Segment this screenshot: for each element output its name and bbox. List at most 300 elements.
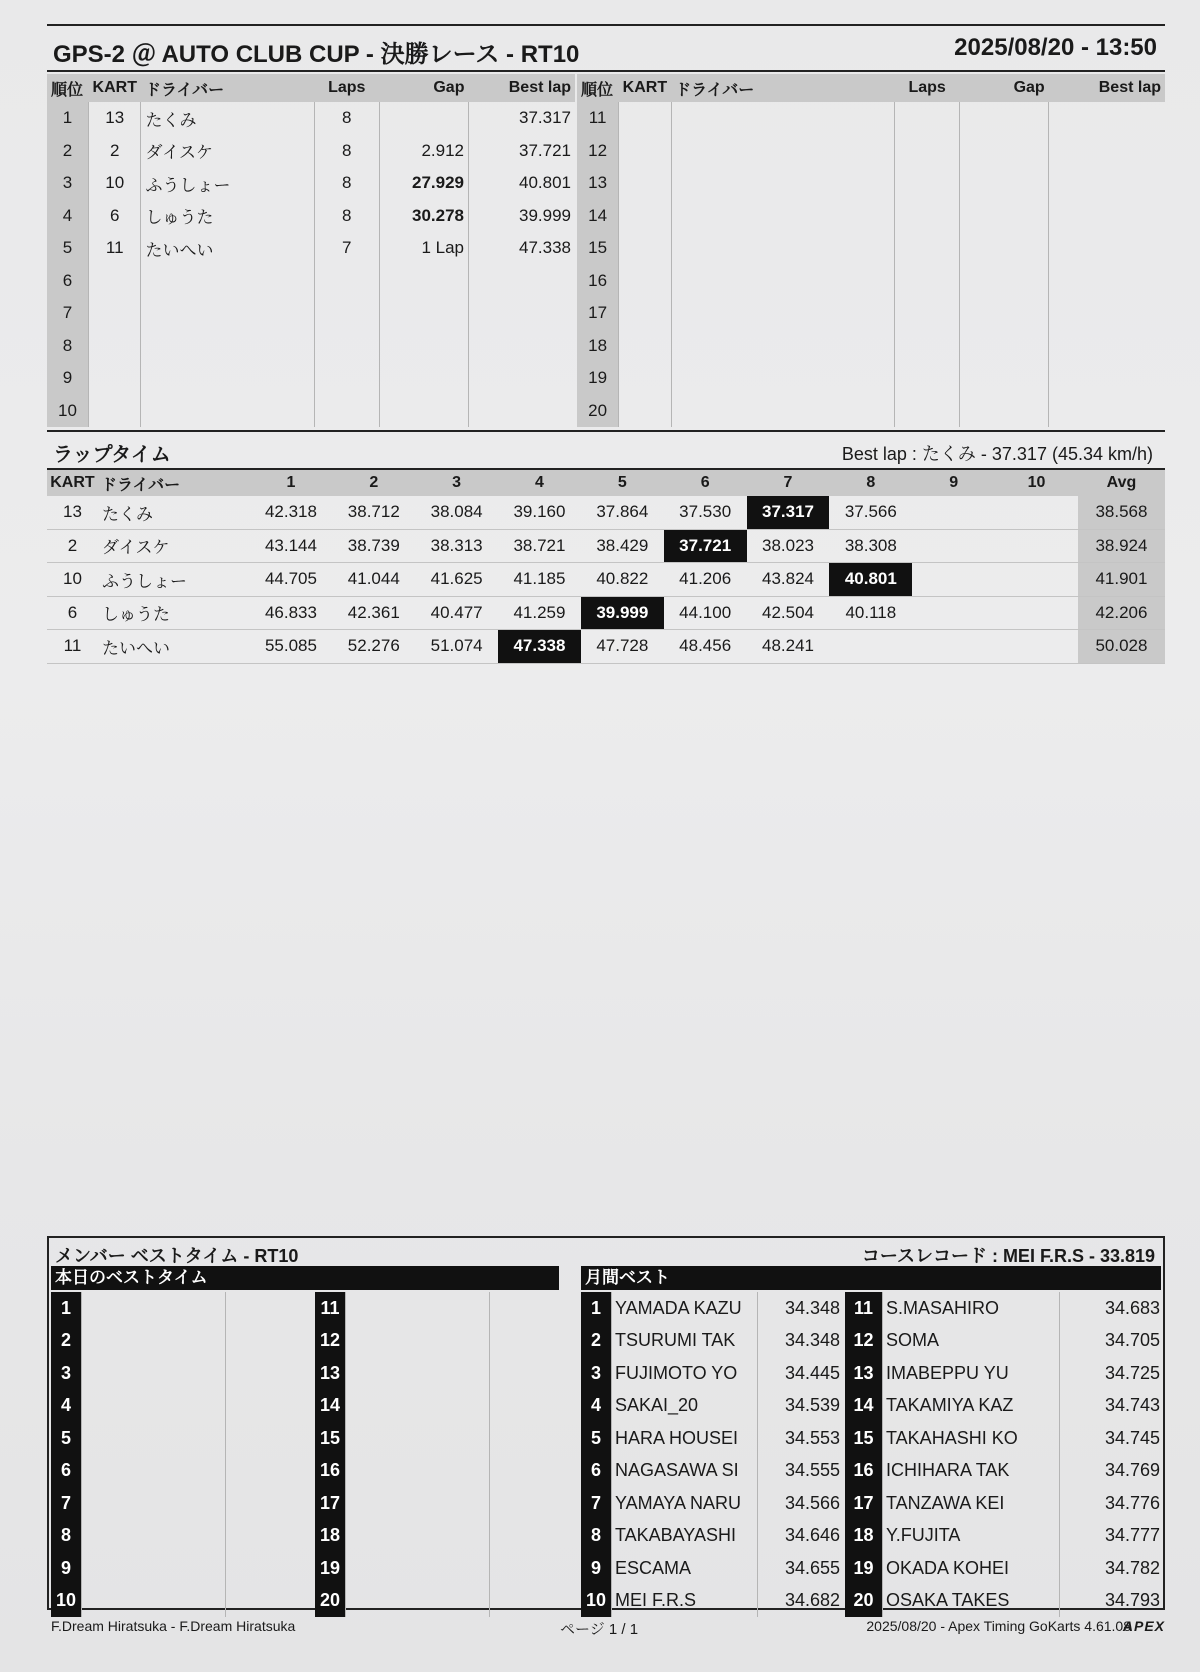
kart-cell: 11 xyxy=(89,232,141,265)
kart-cell xyxy=(89,265,141,298)
name-cell: OSAKA TAKES xyxy=(883,1585,1060,1618)
lap-cell: 41.044 xyxy=(332,563,415,597)
lap-cell xyxy=(995,529,1078,563)
lap-cell: 41.259 xyxy=(498,596,581,630)
driver-cell: たくみ xyxy=(141,102,314,135)
empty-cell xyxy=(894,200,960,233)
best-lap-cell xyxy=(468,297,575,330)
time-cell xyxy=(489,1585,577,1618)
empty-cell xyxy=(671,232,894,265)
name-cell: FUJIMOTO YO xyxy=(611,1357,757,1390)
today-best-table-left xyxy=(51,1292,313,1617)
laps-cell xyxy=(314,395,379,428)
laps-cell: 8 xyxy=(314,200,379,233)
result-row xyxy=(47,135,575,168)
rank-cell: 4 xyxy=(581,1390,611,1423)
empty-cell xyxy=(671,167,894,200)
rank-cell: 19 xyxy=(845,1552,883,1585)
col-lap: 6 xyxy=(664,470,747,496)
empty-cell xyxy=(894,330,960,363)
empty-cell xyxy=(894,135,960,168)
result-row xyxy=(47,200,575,233)
lap-cell: 51.074 xyxy=(415,630,498,664)
position-cell: 13 xyxy=(577,167,619,200)
position-cell: 6 xyxy=(47,265,89,298)
position-cell: 15 xyxy=(577,232,619,265)
lap-cell: 38.429 xyxy=(581,529,664,563)
empty-cell xyxy=(671,395,894,428)
col-driver: ドライバー xyxy=(671,74,894,102)
time-cell: 34.725 xyxy=(1060,1357,1163,1390)
laptime-row xyxy=(47,563,1165,597)
position-cell: 12 xyxy=(577,135,619,168)
driver-cell xyxy=(141,362,314,395)
name-cell: IMABEPPU YU xyxy=(883,1357,1060,1390)
time-cell xyxy=(225,1520,313,1553)
empty-cell xyxy=(960,362,1049,395)
name-cell: OKADA KOHEI xyxy=(883,1552,1060,1585)
empty-cell xyxy=(1049,265,1165,298)
name-cell: TAKAMIYA KAZ xyxy=(883,1390,1060,1423)
gap-cell: 1 Lap xyxy=(379,232,468,265)
best-lap-cell xyxy=(468,362,575,395)
name-cell xyxy=(345,1422,489,1455)
member-row xyxy=(315,1455,577,1488)
name-cell: NAGASAWA SI xyxy=(611,1455,757,1488)
kart-cell: 11 xyxy=(47,630,98,664)
rank-cell: 7 xyxy=(581,1487,611,1520)
laps-cell xyxy=(314,297,379,330)
empty-cell xyxy=(671,102,894,135)
name-cell: SOMA xyxy=(883,1325,1060,1358)
empty-cell xyxy=(619,200,671,233)
time-cell: 34.539 xyxy=(757,1390,843,1423)
col-lap: 1 xyxy=(250,470,333,496)
rank-cell: 18 xyxy=(845,1520,883,1553)
driver-cell: しゅうた xyxy=(141,200,314,233)
col-lap: 2 xyxy=(332,470,415,496)
footer-software: 2025/08/20 - Apex Timing GoKarts 4.61.08 xyxy=(866,1618,1131,1634)
member-row xyxy=(51,1390,313,1423)
lap-cell: 37.566 xyxy=(829,496,912,529)
rank-cell: 5 xyxy=(581,1422,611,1455)
lap-cell: 55.085 xyxy=(250,630,333,664)
lap-cell xyxy=(912,529,995,563)
result-row xyxy=(47,395,575,428)
rank-cell: 14 xyxy=(315,1390,345,1423)
driver-cell: たいへい xyxy=(98,630,250,664)
time-cell xyxy=(489,1292,577,1325)
lap-cell xyxy=(995,630,1078,664)
time-cell: 34.655 xyxy=(757,1552,843,1585)
best-lap-summary: Best lap : たくみ - 37.317 (45.34 km/h) xyxy=(841,444,1153,464)
monthly-best-table-right xyxy=(845,1292,1163,1617)
result-row xyxy=(47,167,575,200)
empty-cell xyxy=(1049,135,1165,168)
position-cell: 17 xyxy=(577,297,619,330)
kart-cell xyxy=(89,330,141,363)
name-cell xyxy=(345,1552,489,1585)
name-cell xyxy=(81,1455,225,1488)
lap-cell: 38.712 xyxy=(332,496,415,529)
best-lap-cell xyxy=(468,265,575,298)
member-row xyxy=(51,1487,313,1520)
kart-cell xyxy=(89,297,141,330)
race-title: GPS-2 ＠ AUTO CLUB CUP - 決勝レース - RT10 xyxy=(53,41,580,68)
time-cell: 34.566 xyxy=(757,1487,843,1520)
rank-cell: 20 xyxy=(315,1585,345,1618)
time-cell xyxy=(225,1390,313,1423)
col-position: 順位 xyxy=(577,74,619,102)
lap-cell: 38.721 xyxy=(498,529,581,563)
race-datetime: 2025/08/20 - 13:50 xyxy=(954,34,1157,61)
position-cell: 2 xyxy=(47,135,89,168)
results-header-row xyxy=(577,74,1165,102)
rank-cell: 15 xyxy=(315,1422,345,1455)
lap-cell xyxy=(995,496,1078,529)
lap-cell: 42.504 xyxy=(747,596,830,630)
result-row xyxy=(577,102,1165,135)
empty-cell xyxy=(671,265,894,298)
rank-cell: 16 xyxy=(845,1455,883,1488)
best-lap-cell xyxy=(468,330,575,363)
col-lap: 8 xyxy=(829,470,912,496)
name-cell xyxy=(345,1520,489,1553)
time-cell xyxy=(489,1422,577,1455)
name-cell xyxy=(81,1325,225,1358)
position-cell: 20 xyxy=(577,395,619,428)
empty-cell xyxy=(619,395,671,428)
col-gap: Gap xyxy=(960,74,1049,102)
avg-cell: 38.924 xyxy=(1078,529,1165,563)
rank-cell: 12 xyxy=(845,1325,883,1358)
kart-cell: 10 xyxy=(47,563,98,597)
rank-cell: 1 xyxy=(581,1292,611,1325)
time-cell xyxy=(225,1552,313,1585)
time-cell xyxy=(489,1325,577,1358)
rank-cell: 17 xyxy=(315,1487,345,1520)
lap-cell: 40.118 xyxy=(829,596,912,630)
driver-cell xyxy=(141,330,314,363)
result-row xyxy=(577,330,1165,363)
position-cell: 4 xyxy=(47,200,89,233)
kart-cell xyxy=(89,362,141,395)
empty-cell xyxy=(960,135,1049,168)
result-row xyxy=(47,265,575,298)
kart-cell: 13 xyxy=(47,496,98,529)
lap-cell: 38.023 xyxy=(747,529,830,563)
time-cell xyxy=(225,1585,313,1618)
lap-cell: 37.530 xyxy=(664,496,747,529)
name-cell: Y.FUJITA xyxy=(883,1520,1060,1553)
name-cell xyxy=(345,1487,489,1520)
result-row xyxy=(47,330,575,363)
result-row xyxy=(577,135,1165,168)
best-lap-cell: 47.338 xyxy=(468,232,575,265)
col-kart: KART xyxy=(619,74,671,102)
member-row xyxy=(845,1390,1163,1423)
time-cell xyxy=(225,1325,313,1358)
member-row xyxy=(315,1487,577,1520)
empty-cell xyxy=(960,265,1049,298)
best-lap-cell: 37.721 xyxy=(468,135,575,168)
laps-cell: 8 xyxy=(314,167,379,200)
empty-cell xyxy=(671,330,894,363)
member-best-title: メンバー ベストタイム - RT10 xyxy=(55,1246,299,1266)
lap-cell: 47.728 xyxy=(581,630,664,664)
monthly-best-table-left xyxy=(581,1292,843,1617)
name-cell xyxy=(81,1390,225,1423)
position-cell: 16 xyxy=(577,265,619,298)
empty-cell xyxy=(960,297,1049,330)
rank-cell: 19 xyxy=(315,1552,345,1585)
rank-cell: 11 xyxy=(845,1292,883,1325)
time-cell: 34.745 xyxy=(1060,1422,1163,1455)
position-cell: 19 xyxy=(577,362,619,395)
laps-cell: 8 xyxy=(314,135,379,168)
result-row xyxy=(47,232,575,265)
kart-cell: 6 xyxy=(89,200,141,233)
rank-cell: 9 xyxy=(581,1552,611,1585)
empty-cell xyxy=(960,232,1049,265)
name-cell xyxy=(81,1357,225,1390)
col-lap: 3 xyxy=(415,470,498,496)
member-row xyxy=(315,1585,577,1618)
lap-cell: 52.276 xyxy=(332,630,415,664)
today-best-table-right xyxy=(315,1292,577,1617)
member-row xyxy=(845,1292,1163,1325)
laptime-row xyxy=(47,630,1165,664)
lap-cell: 38.313 xyxy=(415,529,498,563)
position-cell: 8 xyxy=(47,330,89,363)
rank-cell: 14 xyxy=(845,1390,883,1423)
member-row xyxy=(315,1390,577,1423)
col-lap: 4 xyxy=(498,470,581,496)
gap-cell xyxy=(379,265,468,298)
name-cell: TANZAWA KEI xyxy=(883,1487,1060,1520)
gap-cell: 2.912 xyxy=(379,135,468,168)
driver-cell xyxy=(141,395,314,428)
avg-cell: 50.028 xyxy=(1078,630,1165,664)
empty-cell xyxy=(894,265,960,298)
name-cell xyxy=(81,1520,225,1553)
member-row xyxy=(845,1455,1163,1488)
time-cell xyxy=(489,1455,577,1488)
member-row xyxy=(845,1487,1163,1520)
time-cell: 34.682 xyxy=(757,1585,843,1618)
rank-cell: 5 xyxy=(51,1422,81,1455)
kart-cell: 13 xyxy=(89,102,141,135)
col-laps: Laps xyxy=(314,74,379,102)
rank-cell: 6 xyxy=(51,1455,81,1488)
name-cell xyxy=(345,1325,489,1358)
lap-cell: 38.739 xyxy=(332,529,415,563)
empty-cell xyxy=(671,297,894,330)
name-cell xyxy=(81,1487,225,1520)
gap-cell xyxy=(379,297,468,330)
member-row xyxy=(581,1455,843,1488)
lap-cell: 44.100 xyxy=(664,596,747,630)
member-row xyxy=(315,1422,577,1455)
apex-logo: APEX xyxy=(1122,1618,1165,1634)
name-cell xyxy=(81,1292,225,1325)
results-header-row xyxy=(47,74,575,102)
rank-cell: 18 xyxy=(315,1520,345,1553)
result-row xyxy=(577,232,1165,265)
rank-cell: 1 xyxy=(51,1292,81,1325)
member-row xyxy=(581,1520,843,1553)
time-cell: 34.553 xyxy=(757,1422,843,1455)
best-lap-cell: 37.317 xyxy=(747,496,830,529)
empty-cell xyxy=(619,135,671,168)
col-best-lap: Best lap xyxy=(1049,74,1165,102)
name-cell xyxy=(81,1552,225,1585)
driver-cell: ダイスケ xyxy=(141,135,314,168)
result-row xyxy=(47,362,575,395)
lap-cell: 40.822 xyxy=(581,563,664,597)
lap-cell xyxy=(912,563,995,597)
empty-cell xyxy=(671,362,894,395)
rank-cell: 17 xyxy=(845,1487,883,1520)
gap-cell xyxy=(379,362,468,395)
laps-cell xyxy=(314,362,379,395)
member-row xyxy=(581,1585,843,1618)
time-cell xyxy=(225,1422,313,1455)
lap-cell xyxy=(829,630,912,664)
member-row xyxy=(581,1487,843,1520)
gap-cell: 30.278 xyxy=(379,200,468,233)
member-row xyxy=(51,1552,313,1585)
col-lap: 10 xyxy=(995,470,1078,496)
position-cell: 14 xyxy=(577,200,619,233)
driver-cell: しゅうた xyxy=(98,596,250,630)
member-row xyxy=(315,1357,577,1390)
col-lap: 9 xyxy=(912,470,995,496)
best-lap-cell: 39.999 xyxy=(468,200,575,233)
rank-cell: 8 xyxy=(581,1520,611,1553)
laptime-row xyxy=(47,496,1165,529)
col-best-lap: Best lap xyxy=(468,74,575,102)
empty-cell xyxy=(960,395,1049,428)
driver-cell: ふうしょー xyxy=(141,167,314,200)
time-cell: 34.769 xyxy=(1060,1455,1163,1488)
result-row xyxy=(47,297,575,330)
name-cell xyxy=(345,1292,489,1325)
lap-cell: 44.705 xyxy=(250,563,333,597)
result-row xyxy=(47,102,575,135)
empty-cell xyxy=(1049,297,1165,330)
results-table-left xyxy=(47,74,575,427)
lap-cell: 43.824 xyxy=(747,563,830,597)
empty-cell xyxy=(894,297,960,330)
name-cell: TAKAHASHI KO xyxy=(883,1422,1060,1455)
sheet-header xyxy=(47,24,1165,72)
empty-cell xyxy=(671,200,894,233)
avg-cell: 42.206 xyxy=(1078,596,1165,630)
rank-cell: 10 xyxy=(581,1585,611,1618)
rank-cell: 9 xyxy=(51,1552,81,1585)
lap-cell: 40.477 xyxy=(415,596,498,630)
member-row xyxy=(845,1552,1163,1585)
position-cell: 3 xyxy=(47,167,89,200)
empty-cell xyxy=(894,167,960,200)
empty-cell xyxy=(1049,200,1165,233)
name-cell: YAMAYA NARU xyxy=(611,1487,757,1520)
col-lap: 5 xyxy=(581,470,664,496)
member-row xyxy=(51,1455,313,1488)
best-lap-cell xyxy=(468,395,575,428)
member-row xyxy=(51,1357,313,1390)
lap-cell: 38.308 xyxy=(829,529,912,563)
member-row xyxy=(581,1552,843,1585)
best-lap-cell: 37.317 xyxy=(468,102,575,135)
position-cell: 1 xyxy=(47,102,89,135)
gap-cell: 27.929 xyxy=(379,167,468,200)
member-row xyxy=(51,1422,313,1455)
empty-cell xyxy=(960,330,1049,363)
rank-cell: 16 xyxy=(315,1455,345,1488)
name-cell xyxy=(81,1585,225,1618)
rank-cell: 3 xyxy=(581,1357,611,1390)
time-cell xyxy=(489,1552,577,1585)
time-cell: 34.646 xyxy=(757,1520,843,1553)
rank-cell: 6 xyxy=(581,1455,611,1488)
time-cell: 34.348 xyxy=(757,1292,843,1325)
empty-cell xyxy=(619,232,671,265)
time-cell xyxy=(225,1292,313,1325)
laps-cell xyxy=(314,265,379,298)
lap-cell: 38.084 xyxy=(415,496,498,529)
member-row xyxy=(581,1325,843,1358)
best-lap-cell: 37.721 xyxy=(664,529,747,563)
col-position: 順位 xyxy=(47,74,89,102)
empty-cell xyxy=(671,135,894,168)
empty-cell xyxy=(894,395,960,428)
lap-cell: 41.206 xyxy=(664,563,747,597)
laps-cell xyxy=(314,330,379,363)
name-cell xyxy=(81,1422,225,1455)
time-cell: 34.683 xyxy=(1060,1292,1163,1325)
driver-cell: ふうしょー xyxy=(98,563,250,597)
rank-cell: 11 xyxy=(315,1292,345,1325)
position-cell: 5 xyxy=(47,232,89,265)
rank-cell: 12 xyxy=(315,1325,345,1358)
member-row xyxy=(315,1552,577,1585)
name-cell: MEI F.R.S xyxy=(611,1585,757,1618)
col-laps: Laps xyxy=(894,74,960,102)
best-lap-cell: 47.338 xyxy=(498,630,581,664)
time-cell xyxy=(225,1455,313,1488)
member-row xyxy=(315,1325,577,1358)
rank-cell: 13 xyxy=(315,1357,345,1390)
col-avg: Avg xyxy=(1078,470,1165,496)
member-row xyxy=(845,1357,1163,1390)
lap-cell: 41.185 xyxy=(498,563,581,597)
position-cell: 9 xyxy=(47,362,89,395)
laptime-title: ラップタイム xyxy=(53,444,171,466)
driver-cell: ダイスケ xyxy=(98,529,250,563)
kart-cell: 2 xyxy=(47,529,98,563)
position-cell: 11 xyxy=(577,102,619,135)
result-row xyxy=(577,362,1165,395)
empty-cell xyxy=(1049,330,1165,363)
divider xyxy=(47,430,1165,432)
empty-cell xyxy=(619,167,671,200)
name-cell: TSURUMI TAK xyxy=(611,1325,757,1358)
lap-cell: 46.833 xyxy=(250,596,333,630)
empty-cell xyxy=(1049,395,1165,428)
empty-cell xyxy=(619,265,671,298)
